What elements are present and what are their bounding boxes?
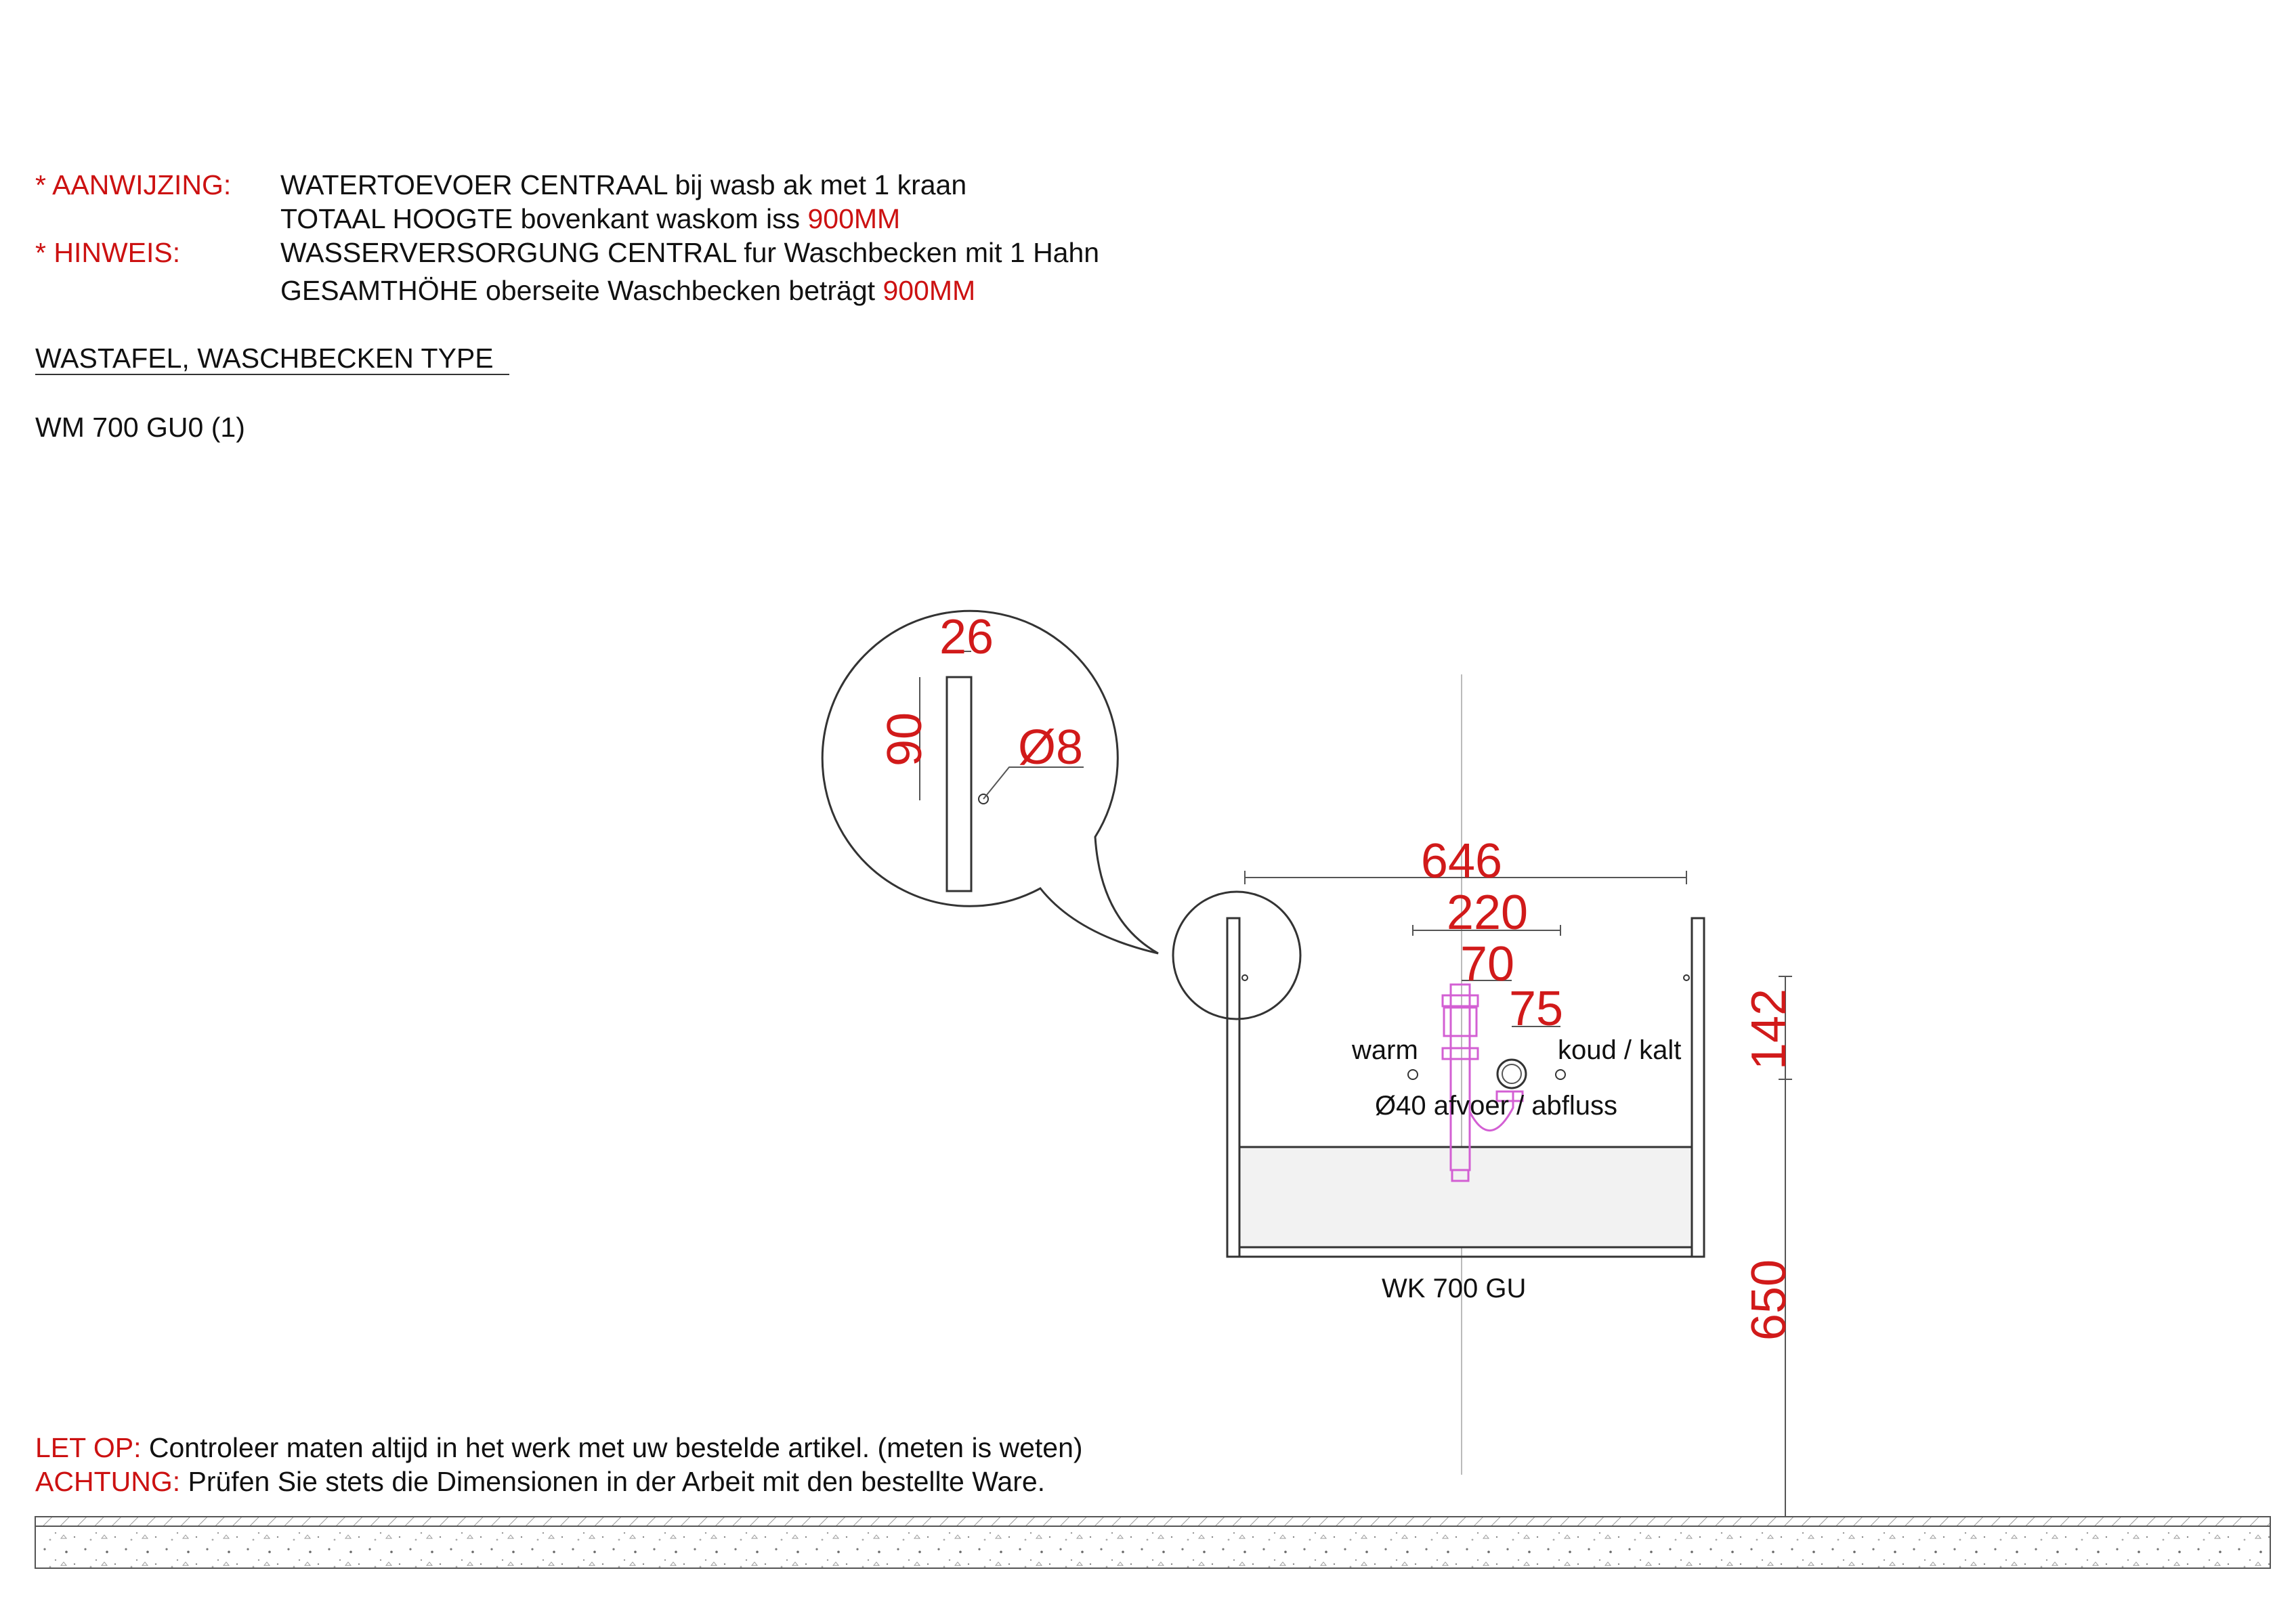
type-heading: WASTAFEL, WASCHBECKEN TYPE [35, 343, 494, 374]
letop-line: LET OP: Controleer maten altijd in het werk met uw bestelde artikel. (meten is weten) [35, 1432, 1083, 1463]
aanwijzing-label: * AANWIJZING: [35, 169, 232, 200]
warm-water-hole [1408, 1070, 1418, 1079]
footer-warnings [35, 1432, 1083, 1497]
hinweis-line-2: GESAMTHÖHE oberseite Waschbecken beträgt 900MM [280, 275, 976, 306]
model-code: WM 700 GU0 (1) [35, 412, 245, 443]
product-label: WK 700 GU [1382, 1274, 1527, 1303]
dim-220-label: 220 [1446, 886, 1529, 940]
cold-label: koud / kalt [1558, 1035, 1682, 1065]
floor-finish-layer [35, 1517, 2270, 1526]
drain-label: Ø40 afvoer / abfluss [1375, 1091, 1617, 1121]
detail-callout [822, 610, 1158, 953]
right-side-panel [1692, 918, 1704, 1257]
left-side-panel [1227, 918, 1239, 1257]
dim-70-label: 70 [1460, 937, 1515, 991]
header-notes [35, 169, 1099, 306]
drain-outlet-inner [1502, 1064, 1521, 1083]
achtung-line: ACHTUNG: Prüfen Sie stets die Dimensionen in der Arbeit mit den bestellte Ware. [35, 1466, 1046, 1497]
dim-90-label: 90 [878, 712, 932, 767]
cold-water-hole [1556, 1070, 1565, 1079]
dim-hole-label: Ø8 [1018, 720, 1084, 775]
left-mount-hole [1242, 975, 1248, 980]
dim-650-label: 650 [1742, 1259, 1796, 1341]
dim-75-label: 75 [1508, 982, 1564, 1036]
hinweis-label: * HINWEIS: [35, 237, 181, 268]
floor-slab [35, 1517, 2270, 1568]
siphon-nut-top [1443, 995, 1478, 1006]
detail-side-panel [947, 677, 971, 891]
dim-142-label: 142 [1742, 988, 1796, 1071]
dim-26-label: 26 [939, 610, 994, 664]
floor-concrete [35, 1526, 2270, 1568]
warm-label: warm [1352, 1035, 1418, 1065]
siphon-body [1444, 1008, 1476, 1036]
dim-646-label: 646 [1420, 834, 1503, 888]
aanwijzing-line-1: WATERTOEVOER CENTRAAL bij wasb ak met 1 kraan [280, 169, 967, 200]
siphon-tube [1451, 985, 1470, 1170]
right-mount-hole [1684, 975, 1689, 980]
washbasin-elevation [1227, 674, 1796, 1517]
aanwijzing-line-2: TOTAAL HOOGTE bovenkant waskom iss 900MM [280, 203, 901, 234]
siphon-nut-bottom [1443, 1048, 1478, 1059]
basin-body [1239, 1147, 1692, 1247]
detail-reference-circle [1173, 892, 1300, 1019]
hinweis-line-1: WASSERVERSORGUNG CENTRAL fur Waschbecken mit 1 Hahn [280, 237, 1100, 268]
